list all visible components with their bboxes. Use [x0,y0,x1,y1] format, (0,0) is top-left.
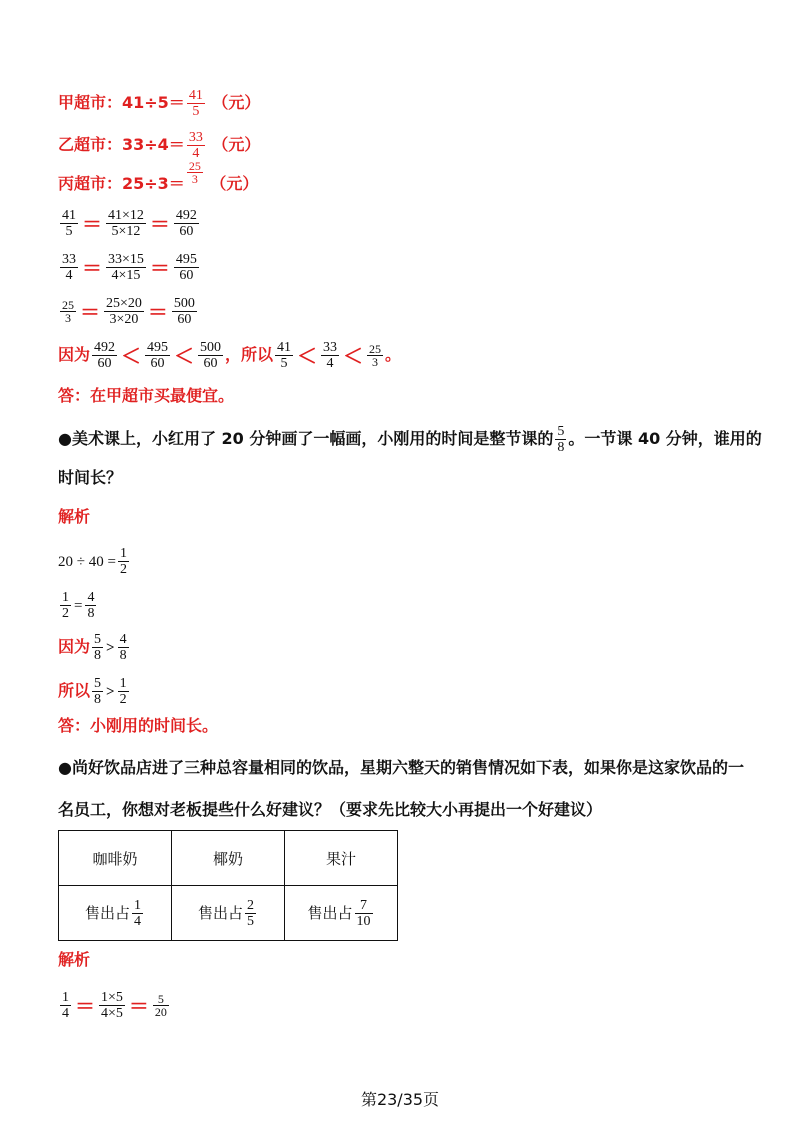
header-coffee-milk: 咖啡奶 [59,831,172,886]
problem3-line1: ●尚好饮品店进了三种总容量相同的饮品，星期六整天的销售情况如下表，如果你是这家饮品的一 [58,758,744,777]
equals-sign: ＝ [128,993,149,1018]
equals-sign: = [74,597,83,614]
less-than-sign: ＜ [174,343,195,368]
problem2-text-b: 。一节课 40 分钟，谁用的 [568,429,762,448]
eq2-frac-a: $\frac{33}{4}$ [62,252,76,283]
p2-because [58,632,131,663]
problem2-line1 [58,424,762,455]
sales-table [58,830,398,941]
eq3-line [58,296,199,327]
eq3-frac-a: $\frac{25}{3}$ [62,298,74,325]
eq1-frac-a: $\frac{41}{5}$ [62,208,76,239]
p2-eq1 [58,546,131,577]
eq2-frac-c: $\frac{495}{60}$ [175,252,197,283]
problem2-text-a: ●美术课上，小红用了 20 分钟画了一幅画，小刚用的时间是整节课的 [58,429,554,448]
problem2-line2: 时间长？ [58,468,123,487]
equals-sign: ＝ [149,211,170,236]
header-coconut-milk: 椰奶 [172,831,285,886]
cell-juice: 售出占 $\frac{7}{10}$ [285,886,398,941]
table-header-row [59,831,398,886]
problem3-line2: 名员工，你想对老板提些什么好建议？（要求先比较大小再提出一个好建议） [58,800,603,819]
yi-label: 乙超市：33÷4＝ [58,135,185,154]
so-text: ，所以 [225,345,274,364]
p2-eq1-text: 20 ÷ 40 = [58,554,116,570]
cmp-frac-6: $\frac{25}{3}$ [369,342,382,369]
cell-coconut-milk: 售出占 $\frac{2}{5}$ [172,886,285,941]
p2-so-frac-a: $\frac{5}{8}$ [94,676,102,707]
page-number: 第23/35页 [360,1090,440,1109]
because-text: 因为 [58,637,91,656]
equals-sign: ＝ [82,211,102,236]
jia-line [58,88,260,119]
yuan-unit: （元） [212,93,261,112]
compare-line [58,340,401,371]
p2-eq2-frac-a: $\frac{1}{2}$ [62,590,69,621]
p3-eq [58,990,171,1021]
cmp-frac-5: $\frac{33}{4}$ [323,340,338,371]
equals-sign: ＝ [149,255,170,280]
greater-than-sign: > [106,639,115,656]
cell-coffee-milk: 售出占 $\frac{1}{4}$ [59,886,172,941]
cmp-frac-4: $\frac{41}{5}$ [277,340,292,371]
eq1-frac-b: $\frac{41\times 12}{5\times 12}$ [108,208,144,239]
eq2-line [58,252,201,283]
answer-2: 答：小刚用的时间长。 [58,716,219,735]
bing-label: 丙超市：25÷3＝ [58,174,185,193]
answer-1: 答：在甲超市买最便宜。 [58,386,235,405]
equals-sign: ＝ [82,255,102,280]
jia-fraction: $\frac{41}{5}$ [188,88,203,119]
yuan-unit: （元） [212,135,261,154]
jia-label: 甲超市：41÷5＝ [58,93,185,112]
yi-fraction: $\frac{33}{4}$ [188,130,203,161]
p3-frac-a: $\frac{1}{4}$ [62,990,69,1021]
equals-sign: ＝ [75,993,95,1018]
because-text: 因为 [58,345,91,364]
p2-because-frac-a: $\frac{5}{8}$ [94,632,102,663]
eq3-frac-b: $\frac{25\times 20}{3\times 20}$ [106,296,142,327]
p3-frac-b: $\frac{1\times 5}{4\times 5}$ [101,990,123,1021]
p3-frac-c: $\frac{5}{20}$ [154,992,167,1019]
p2-so [58,676,131,707]
p2-eq2-frac-b: $\frac{4}{8}$ [87,590,95,621]
p2-eq2 [58,590,98,621]
equals-sign: ＝ [80,299,100,324]
cmp-frac-3: $\frac{500}{60}$ [200,340,222,371]
eq1-frac-c: $\frac{492}{60}$ [175,208,197,239]
period: 。 [385,345,402,364]
eq1-line [58,208,201,239]
cmp-frac-2: $\frac{495}{60}$ [147,340,169,371]
p2-so-frac-b: $\frac{1}{2}$ [119,676,127,707]
yuan-unit: （元） [210,174,259,193]
problem2-fraction: $\frac{5}{8}$ [557,424,565,455]
bing-line [58,159,259,194]
header-juice: 果汁 [285,831,398,886]
less-than-sign: ＜ [343,343,364,368]
table-row [59,886,398,941]
eq3-frac-c: $\frac{500}{60}$ [173,296,195,327]
p2-because-frac-b: $\frac{4}{8}$ [119,632,127,663]
analysis-heading-3: 解析 [58,950,91,969]
bing-fraction: $\frac{25}{3}$ [188,159,201,186]
equals-sign: ＝ [147,299,168,324]
so-text: 所以 [58,681,91,700]
p2-eq1-frac: $\frac{1}{2}$ [119,546,127,577]
cmp-frac-1: $\frac{492}{60}$ [94,340,116,371]
greater-than-sign: > [106,683,115,700]
yi-line [58,130,260,161]
less-than-sign: ＜ [297,343,318,368]
analysis-heading-2: 解析 [58,507,91,526]
eq2-frac-b: $\frac{33\times 15}{4\times 15}$ [108,252,144,283]
less-than-sign: ＜ [121,343,142,368]
